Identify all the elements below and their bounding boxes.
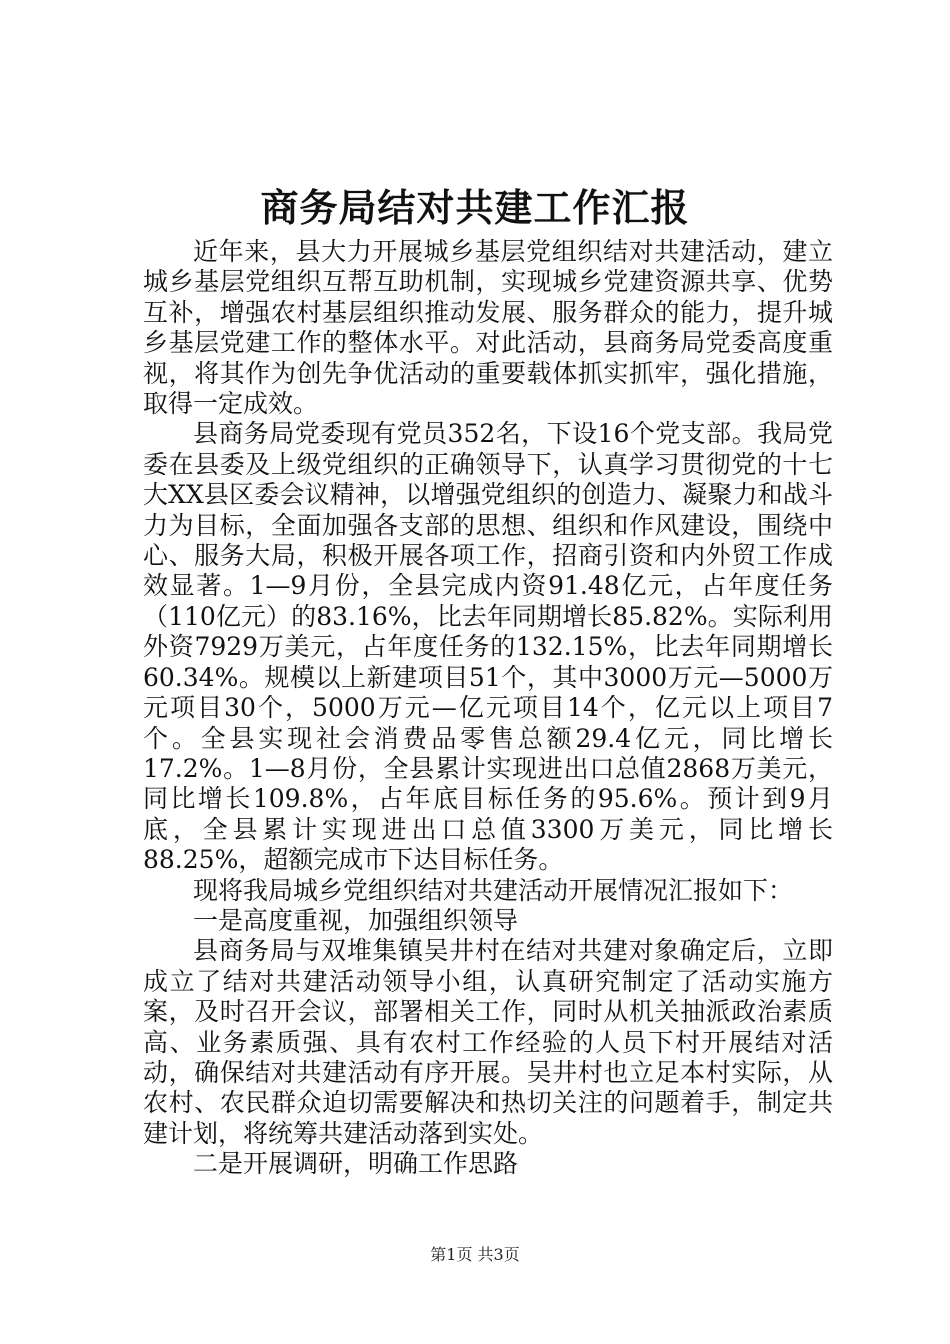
section-heading-one: 一是高度重视，加强组织领导 <box>193 905 519 935</box>
document-title: 商务局结对共建工作汇报 <box>260 185 690 230</box>
paragraph-report-lead: 现将我局城乡党组织结对共建活动开展情况汇报如下： <box>193 875 794 905</box>
paragraph-intro: 近年来，县大力开展城乡基层党组织结对共建活动，建立城乡基层党组织互帮互助机制，实现城乡党建资源共享、优势互补，增强农村基层组织推动发展、服务群众的能力，提升城乡基层党建工作的整体水平。对此活动，县商务局党委高度重视，将其作为创先争优活动的重要载体抓实抓牢，强化措施，取得一定成效。 <box>143 237 833 419</box>
section-heading-two: 二是开展调研，明确工作思路 <box>193 1149 519 1179</box>
paragraph-party-committee: 县商务局党委现有党员352名，下设16个党支部。我局党委在县委及上级党组织的正确领导下，认真学习贯彻党的十七大XX县区委会议精神，以增强党组织的创造力、凝聚力和战斗力为目标，全面加强各支部的思想、组织和作风建设，围绕中心、服务大局，积极开展各项工作，招商引资和内外贸工作成效显著。1—9月份，全县完成内资91.48亿元，占年度任务（110亿元）的83.16%，比去年同期增长85.82%。实际利用外资7929万美元，占年度任务的132.15%，比去年同期增长60.34%。规模以上新建项目51个，其中3000万元—5000万元项目30个，5000万元—亿元项目14个，亿元以上项目7个。全县实现社会消费品零售总额29.4亿元，同比增长17.2%。1—8月份，全县累计实现进出口总值2868万美元，同比增长109.8%，占年底目标任务的95.6%。预计到9月底，全县累计实现进出口总值3300万美元，同比增长88.25%，超额完成市下达目标任务。 <box>143 419 833 875</box>
document-body <box>143 237 833 1180</box>
paragraph-section-one: 县商务局与双堆集镇吴井村在结对共建对象确定后，立即成立了结对共建活动领导小组，认真研究制定了活动实施方案，及时召开会议，部署相关工作，同时从机关抽派政治素质高、业务素质强、具有农村工作经验的人员下村开展结对活动，确保结对共建活动有序开展。吴井村也立足本村实际，从农村、农民群众迫切需要解决和热切关注的问题着手，制定共建计划，将统筹共建活动落到实处。 <box>143 936 833 1148</box>
page-footer: 第1页 共3页 <box>430 1245 520 1264</box>
